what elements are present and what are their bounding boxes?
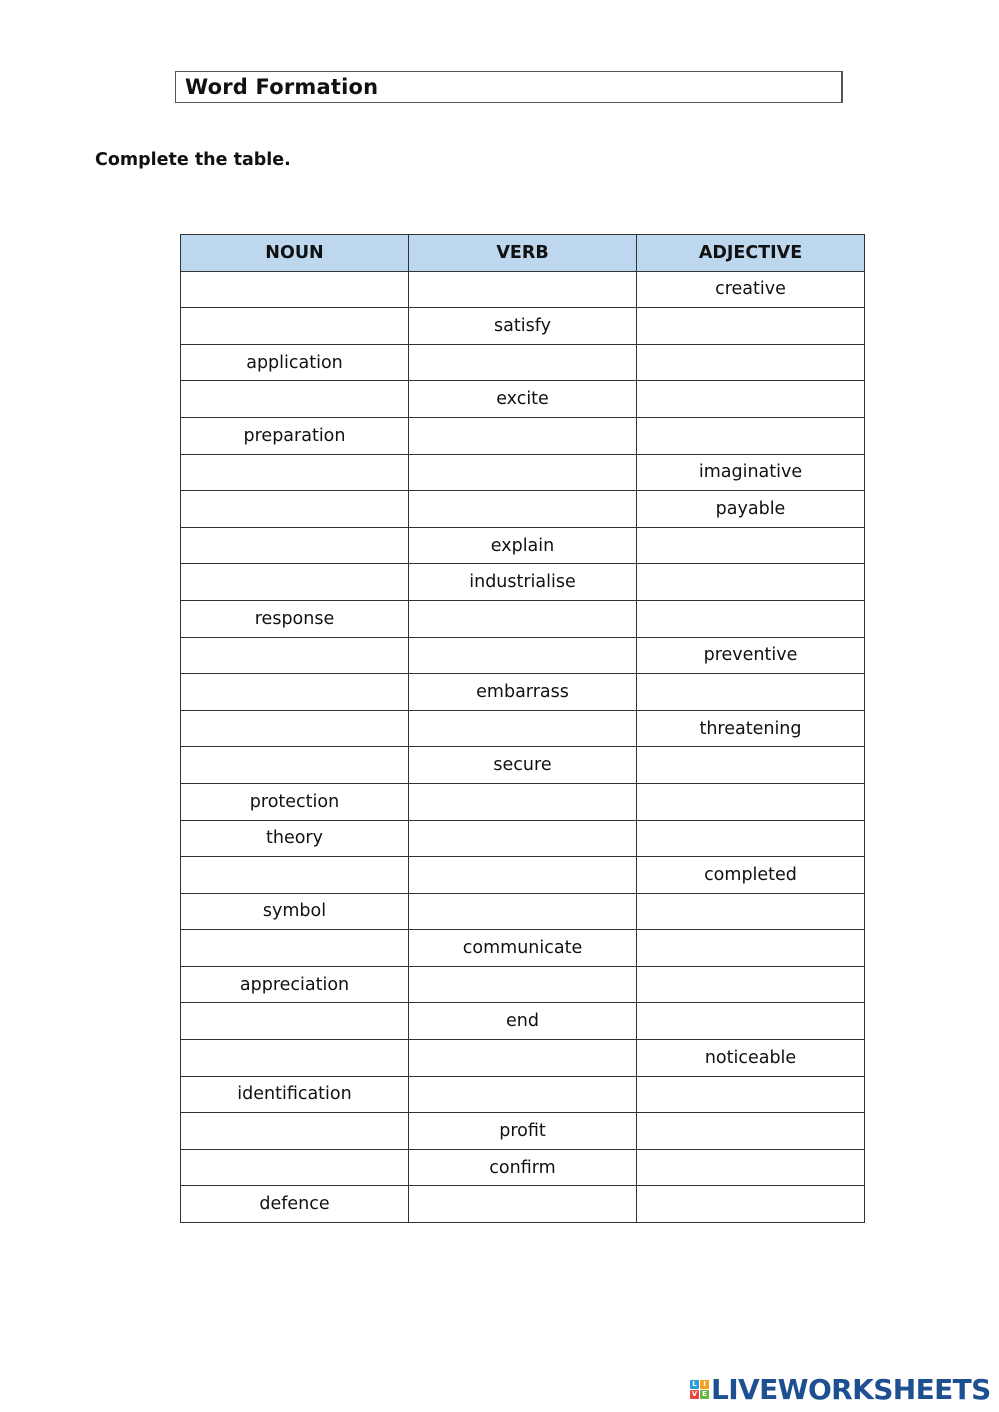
cell-verb: explain — [409, 527, 637, 564]
cell-adjective: creative — [637, 271, 865, 308]
cell-adjective[interactable] — [637, 820, 865, 857]
cell-adjective: imaginative — [637, 454, 865, 491]
cell-adjective: payable — [637, 491, 865, 528]
cell-verb[interactable] — [409, 491, 637, 528]
cell-verb[interactable] — [409, 271, 637, 308]
cell-verb[interactable] — [409, 600, 637, 637]
header-adjective: ADJECTIVE — [637, 235, 865, 272]
table-row — [181, 710, 865, 747]
logo-icon-letter: I — [700, 1380, 709, 1389]
cell-adjective: noticeable — [637, 1040, 865, 1077]
cell-noun[interactable] — [181, 381, 409, 418]
cell-verb: communicate — [409, 930, 637, 967]
table-row — [181, 1113, 865, 1150]
cell-verb[interactable] — [409, 454, 637, 491]
logo-text: LIVEWORKSHEETS — [711, 1372, 991, 1406]
table-row — [181, 783, 865, 820]
cell-noun[interactable] — [181, 491, 409, 528]
cell-adjective[interactable] — [637, 308, 865, 345]
liveworksheets-logo — [690, 1372, 991, 1406]
table-row — [181, 564, 865, 601]
cell-verb[interactable] — [409, 1186, 637, 1223]
cell-adjective[interactable] — [637, 381, 865, 418]
cell-verb[interactable] — [409, 1040, 637, 1077]
cell-noun: identification — [181, 1076, 409, 1113]
table-row — [181, 600, 865, 637]
table-row — [181, 1003, 865, 1040]
table-row — [181, 308, 865, 345]
cell-adjective[interactable] — [637, 527, 865, 564]
cell-noun[interactable] — [181, 1003, 409, 1040]
cell-noun[interactable] — [181, 857, 409, 894]
cell-noun[interactable] — [181, 527, 409, 564]
cell-adjective[interactable] — [637, 783, 865, 820]
cell-verb: excite — [409, 381, 637, 418]
cell-noun: preparation — [181, 417, 409, 454]
header-verb: VERB — [409, 235, 637, 272]
worksheet-title: Word Formation — [185, 75, 379, 99]
cell-verb[interactable] — [409, 344, 637, 381]
logo-icon-letter: L — [690, 1380, 699, 1389]
table-row — [181, 747, 865, 784]
cell-verb[interactable] — [409, 783, 637, 820]
cell-noun[interactable] — [181, 710, 409, 747]
cell-noun[interactable] — [181, 637, 409, 674]
logo-icon-letter: E — [700, 1390, 709, 1399]
table-row — [181, 1149, 865, 1186]
cell-adjective[interactable] — [637, 1186, 865, 1223]
cell-noun[interactable] — [181, 308, 409, 345]
cell-noun: defence — [181, 1186, 409, 1223]
cell-noun[interactable] — [181, 564, 409, 601]
cell-noun: protection — [181, 783, 409, 820]
cell-verb: satisfy — [409, 308, 637, 345]
header-noun: NOUN — [181, 235, 409, 272]
cell-noun[interactable] — [181, 674, 409, 711]
cell-noun: symbol — [181, 893, 409, 930]
cell-adjective[interactable] — [637, 966, 865, 1003]
table-row — [181, 966, 865, 1003]
table-row — [181, 417, 865, 454]
cell-verb[interactable] — [409, 1076, 637, 1113]
cell-adjective[interactable] — [637, 344, 865, 381]
cell-verb[interactable] — [409, 966, 637, 1003]
cell-noun[interactable] — [181, 454, 409, 491]
cell-verb: profit — [409, 1113, 637, 1150]
cell-noun[interactable] — [181, 1149, 409, 1186]
cell-noun[interactable] — [181, 1113, 409, 1150]
cell-adjective[interactable] — [637, 600, 865, 637]
table-row — [181, 344, 865, 381]
table-row — [181, 820, 865, 857]
table-header-row — [181, 235, 865, 272]
cell-noun: response — [181, 600, 409, 637]
cell-noun: theory — [181, 820, 409, 857]
table-body — [181, 271, 865, 1222]
cell-adjective[interactable] — [637, 747, 865, 784]
table-row — [181, 930, 865, 967]
table-row — [181, 381, 865, 418]
word-formation-table — [180, 234, 865, 1223]
cell-noun: appreciation — [181, 966, 409, 1003]
cell-adjective[interactable] — [637, 893, 865, 930]
cell-adjective[interactable] — [637, 1113, 865, 1150]
table-row — [181, 454, 865, 491]
cell-verb[interactable] — [409, 893, 637, 930]
cell-verb[interactable] — [409, 820, 637, 857]
table-row — [181, 857, 865, 894]
cell-verb: secure — [409, 747, 637, 784]
cell-adjective[interactable] — [637, 1003, 865, 1040]
cell-verb[interactable] — [409, 710, 637, 747]
cell-adjective[interactable] — [637, 674, 865, 711]
cell-noun: application — [181, 344, 409, 381]
cell-verb: embarrass — [409, 674, 637, 711]
table-row — [181, 527, 865, 564]
cell-noun[interactable] — [181, 1040, 409, 1077]
cell-verb[interactable] — [409, 637, 637, 674]
table-row — [181, 637, 865, 674]
cell-adjective[interactable] — [637, 1076, 865, 1113]
cell-adjective[interactable] — [637, 417, 865, 454]
table-row — [181, 1040, 865, 1077]
instruction-text: Complete the table. — [95, 150, 291, 170]
title-box — [175, 71, 843, 103]
cell-verb[interactable] — [409, 857, 637, 894]
cell-adjective: completed — [637, 857, 865, 894]
cell-verb: confirm — [409, 1149, 637, 1186]
cell-adjective: preventive — [637, 637, 865, 674]
cell-verb: industrialise — [409, 564, 637, 601]
liveworksheets-icon — [690, 1380, 709, 1399]
cell-adjective[interactable] — [637, 930, 865, 967]
table-row — [181, 271, 865, 308]
cell-noun[interactable] — [181, 930, 409, 967]
cell-adjective[interactable] — [637, 1149, 865, 1186]
table-row — [181, 1076, 865, 1113]
cell-adjective: threatening — [637, 710, 865, 747]
table-row — [181, 1186, 865, 1223]
cell-verb: end — [409, 1003, 637, 1040]
table-row — [181, 893, 865, 930]
cell-noun[interactable] — [181, 747, 409, 784]
table-row — [181, 491, 865, 528]
table-row — [181, 674, 865, 711]
logo-icon-letter: V — [691, 1389, 698, 1398]
cell-adjective[interactable] — [637, 564, 865, 601]
cell-verb[interactable] — [409, 417, 637, 454]
cell-noun[interactable] — [181, 271, 409, 308]
